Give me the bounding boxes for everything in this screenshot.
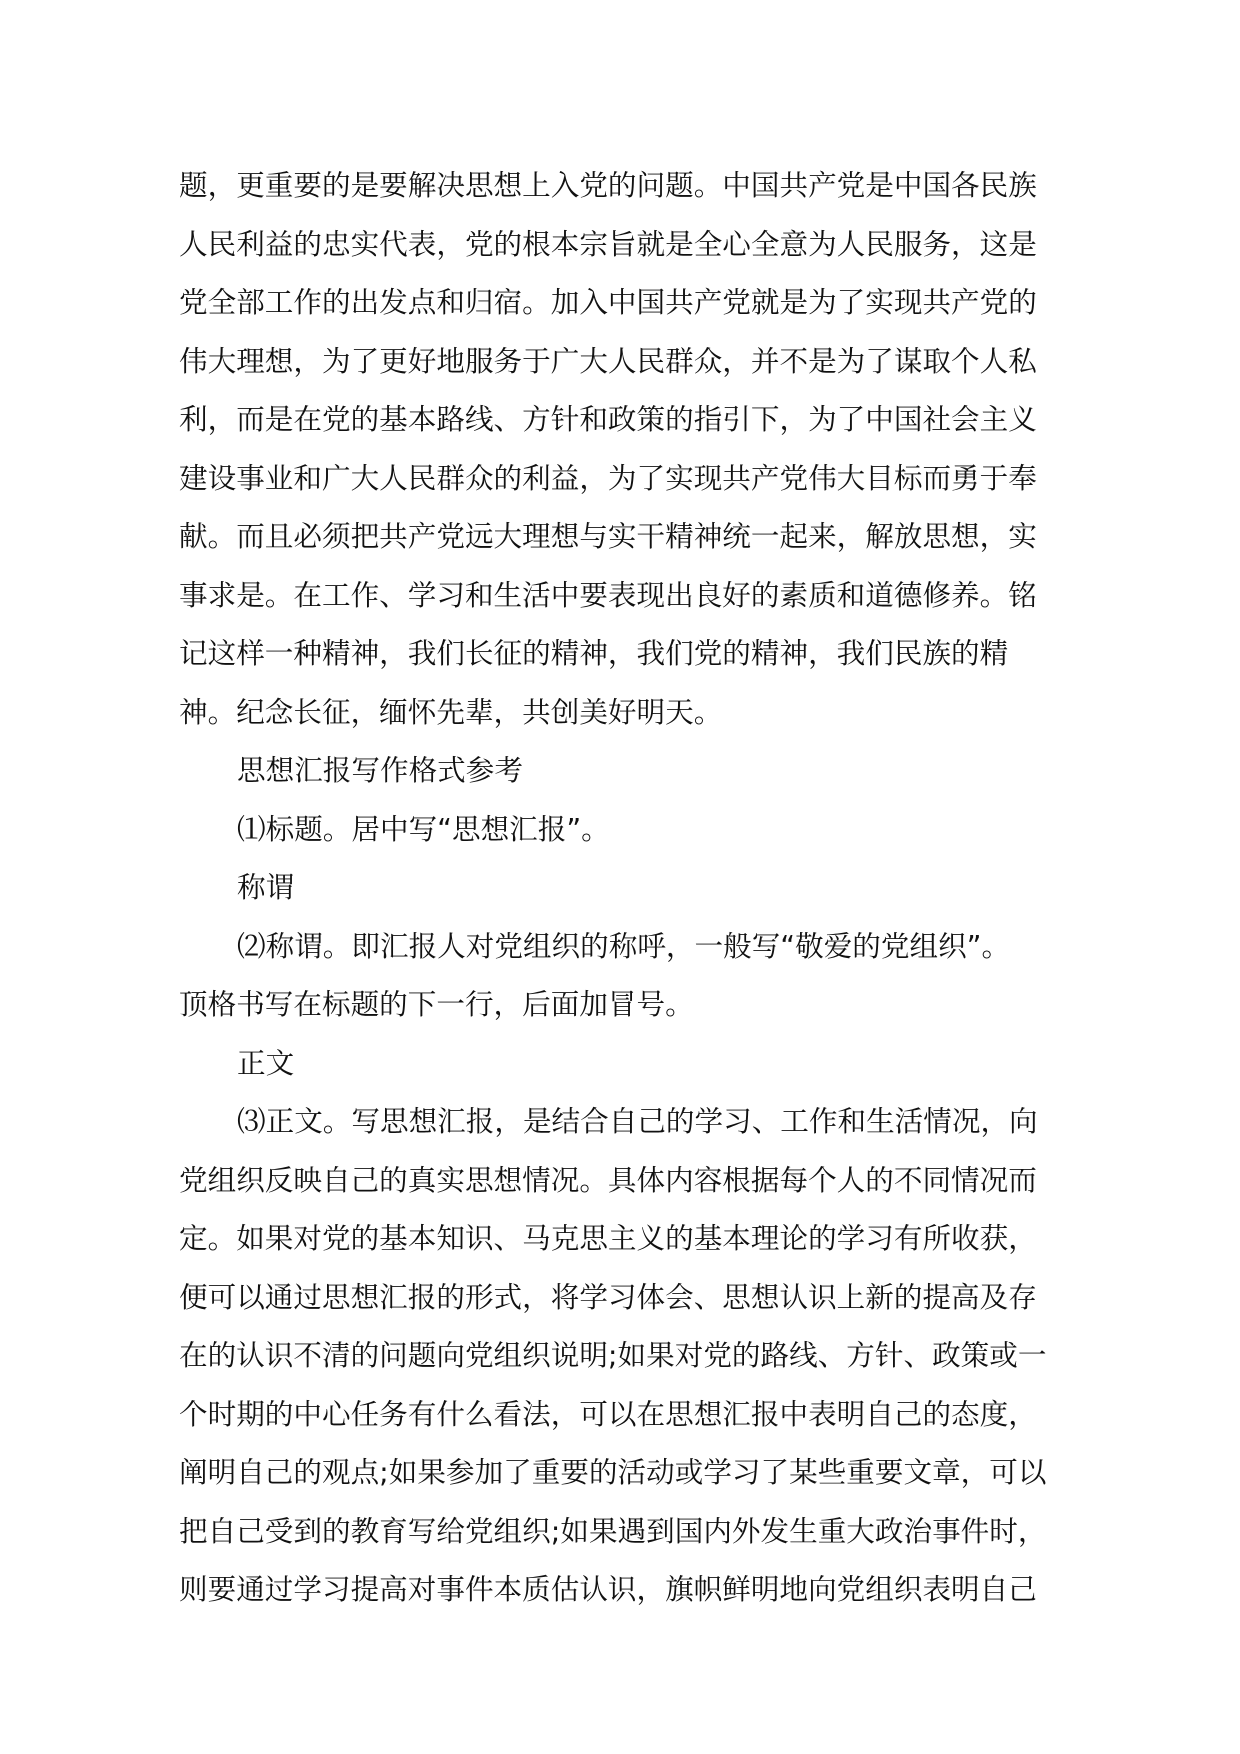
- paragraph-line: 把自己受到的教育写给党组织;如果遇到国内外发生重大政治事件时，: [179, 1513, 1047, 1548]
- paragraph-line: 利，而是在党的基本路线、方针和政策的指引下，为了中国社会主义: [179, 402, 1037, 436]
- paragraph-line: 人民利益的忠实代表，党的根本宗旨就是全心全意为人民服务，这是: [179, 226, 1037, 261]
- paragraph-line: 事求是。在工作、学习和生活中要表现出良好的素质和道德修养。铭: [179, 577, 1037, 612]
- paragraph-line: 则要通过学习提高对事件本质估认识，旗帜鲜明地向党组织表明自己: [179, 1572, 1037, 1606]
- section-label-body: 正文: [237, 1045, 295, 1080]
- paragraph-line: 神。纪念长征，缅怀先辈，共创美好明天。: [179, 694, 723, 729]
- paragraph-line: 定。如果对党的基本知识、马克思主义的基本理论的学习有所收获，: [179, 1221, 1037, 1255]
- paragraph-line: 党组织反映自己的真实思想情况。具体内容根据每个人的不同情况而: [179, 1162, 1037, 1197]
- paragraph-line: 在的认识不清的问题向党组织说明;如果对党的路线、方针、政策或一: [179, 1338, 1047, 1372]
- paragraph-line: 阐明自己的观点;如果参加了重要的活动或学习了某些重要文章，可以: [179, 1455, 1047, 1489]
- paragraph-line: 个时期的中心任务有什么看法，可以在思想汇报中表明自己的态度，: [179, 1396, 1037, 1431]
- paragraph-line: 献。而且必须把共产党远大理想与实干精神统一起来，解放思想，实: [179, 519, 1037, 553]
- section-heading-writing-format: 思想汇报写作格式参考: [237, 753, 523, 787]
- paragraph-line: 便可以通过思想汇报的形式，将学习体会、思想认识上新的提高及存: [179, 1279, 1037, 1314]
- paragraph-line: 记这样一种精神，我们长征的精神，我们党的精神，我们民族的精: [179, 636, 1009, 670]
- format-item-title: ⑴标题。居中写“思想汇报”。: [237, 811, 610, 846]
- paragraph-line: 伟大理想，为了更好地服务于广大人民群众，并不是为了谋取个人私: [179, 343, 1037, 378]
- paragraph-line: 党全部工作的出发点和归宿。加入中国共产党就是为了实现共产党的: [179, 285, 1037, 319]
- paragraph-line: 建设事业和广大人民群众的利益，为了实现共产党伟大目标而勇于奉: [179, 460, 1037, 495]
- section-label-salutation: 称谓: [237, 870, 295, 904]
- paragraph-line: 题，更重要的是要解决思想上入党的问题。中国共产党是中国各民族: [179, 168, 1037, 202]
- format-item-body: ⑶正文。写思想汇报，是结合自己的学习、工作和生活情况，向: [237, 1104, 1038, 1138]
- paragraph-line: 顶格书写在标题的下一行，后面加冒号。: [179, 987, 694, 1021]
- document-body: [179, 156, 1069, 1619]
- format-item-salutation: ⑵称谓。即汇报人对党组织的称呼，一般写“敬爱的党组织”。: [237, 928, 1011, 963]
